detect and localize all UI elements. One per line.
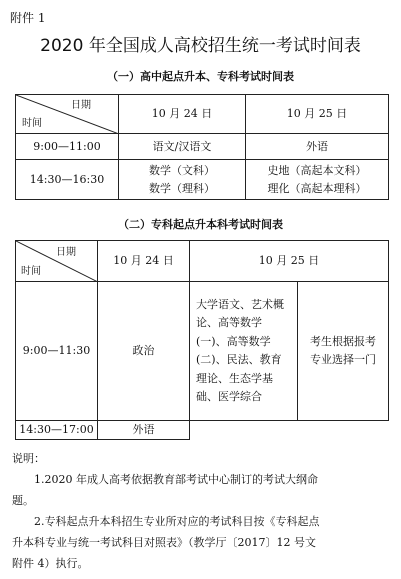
note-2-line: 2.专科起点升本科招生专业所对应的考试科目按《专科起点 <box>34 515 320 528</box>
table2-row2-d1: 外语 <box>98 421 190 440</box>
notes <box>12 448 392 574</box>
table2-corner-cell <box>16 241 98 282</box>
corner-time-label: 时间 <box>22 118 42 129</box>
table2-row1-d1: 政治 <box>98 282 190 421</box>
table1-row2-d1 <box>119 160 246 200</box>
table1-date1: 10 月 24 日 <box>119 95 246 134</box>
subject-line: 础、医学综合 <box>196 390 262 403</box>
table1-date2: 10 月 25 日 <box>246 95 389 134</box>
table1 <box>15 94 389 200</box>
subject-line: (一)、高等数学 <box>196 334 271 348</box>
subject-line: 史地（高起本文科） <box>267 163 367 177</box>
table1-row1-d2: 外语 <box>246 134 389 160</box>
subject-line: (二)、民法、教育 <box>196 353 282 366</box>
corner-time-label: 时间 <box>21 266 41 277</box>
table1-corner-cell <box>16 95 119 134</box>
corner-date-label: 日期 <box>56 247 76 258</box>
choice-line: 专业选择一门 <box>310 353 376 366</box>
table1-row1-d1: 语文/汉语文 <box>119 134 246 160</box>
table2-row1-time: 9:00—11:30 <box>16 282 98 421</box>
table2-date1: 10 月 24 日 <box>98 241 190 282</box>
table1-row1-time: 9:00—11:00 <box>16 134 119 160</box>
attachment-label: 附件 1 <box>10 11 46 25</box>
subject-line: 大学语文、艺术概 <box>196 297 284 311</box>
subject-line: 数学（理科） <box>149 181 215 195</box>
subject-line: 理化（高起本理科） <box>267 181 367 195</box>
table2-row2-time: 14:30—17:00 <box>16 421 98 440</box>
document-title: 2020 年全国成人高校招生统一考试时间表 <box>40 36 361 56</box>
table2 <box>15 240 389 440</box>
table1-heading: （一）高中起点升本、专科考试时间表 <box>107 70 294 83</box>
note-2-line: 升本科专业与统一考试科目对照表》（教学厅〔2017〕12 号文 <box>12 536 316 549</box>
note-1-line: 1.2020 年成人高考依据教育部考试中心制订的考试大纲命 <box>34 473 318 486</box>
table2-date2: 10 月 25 日 <box>190 241 389 282</box>
choice-line: 考生根据报考 <box>310 335 376 348</box>
notes-label: 说明： <box>12 452 45 465</box>
subject-line: 理论、生态学基 <box>196 371 273 385</box>
subject-line: 论、高等数学 <box>196 316 262 329</box>
corner-date-label: 日期 <box>71 100 91 111</box>
table2-row1-subjects <box>190 282 298 421</box>
subject-line: 数学（文科） <box>149 163 215 177</box>
note-1-line: 题。 <box>12 494 34 507</box>
table2-heading: （二）专科起点升本科考试时间表 <box>118 218 283 231</box>
note-2-line: 附件 4）执行。 <box>12 557 89 570</box>
table1-row2-time: 14:30—16:30 <box>16 160 119 200</box>
table2-row1-choice <box>298 282 389 421</box>
table1-row2-d2 <box>246 160 389 200</box>
